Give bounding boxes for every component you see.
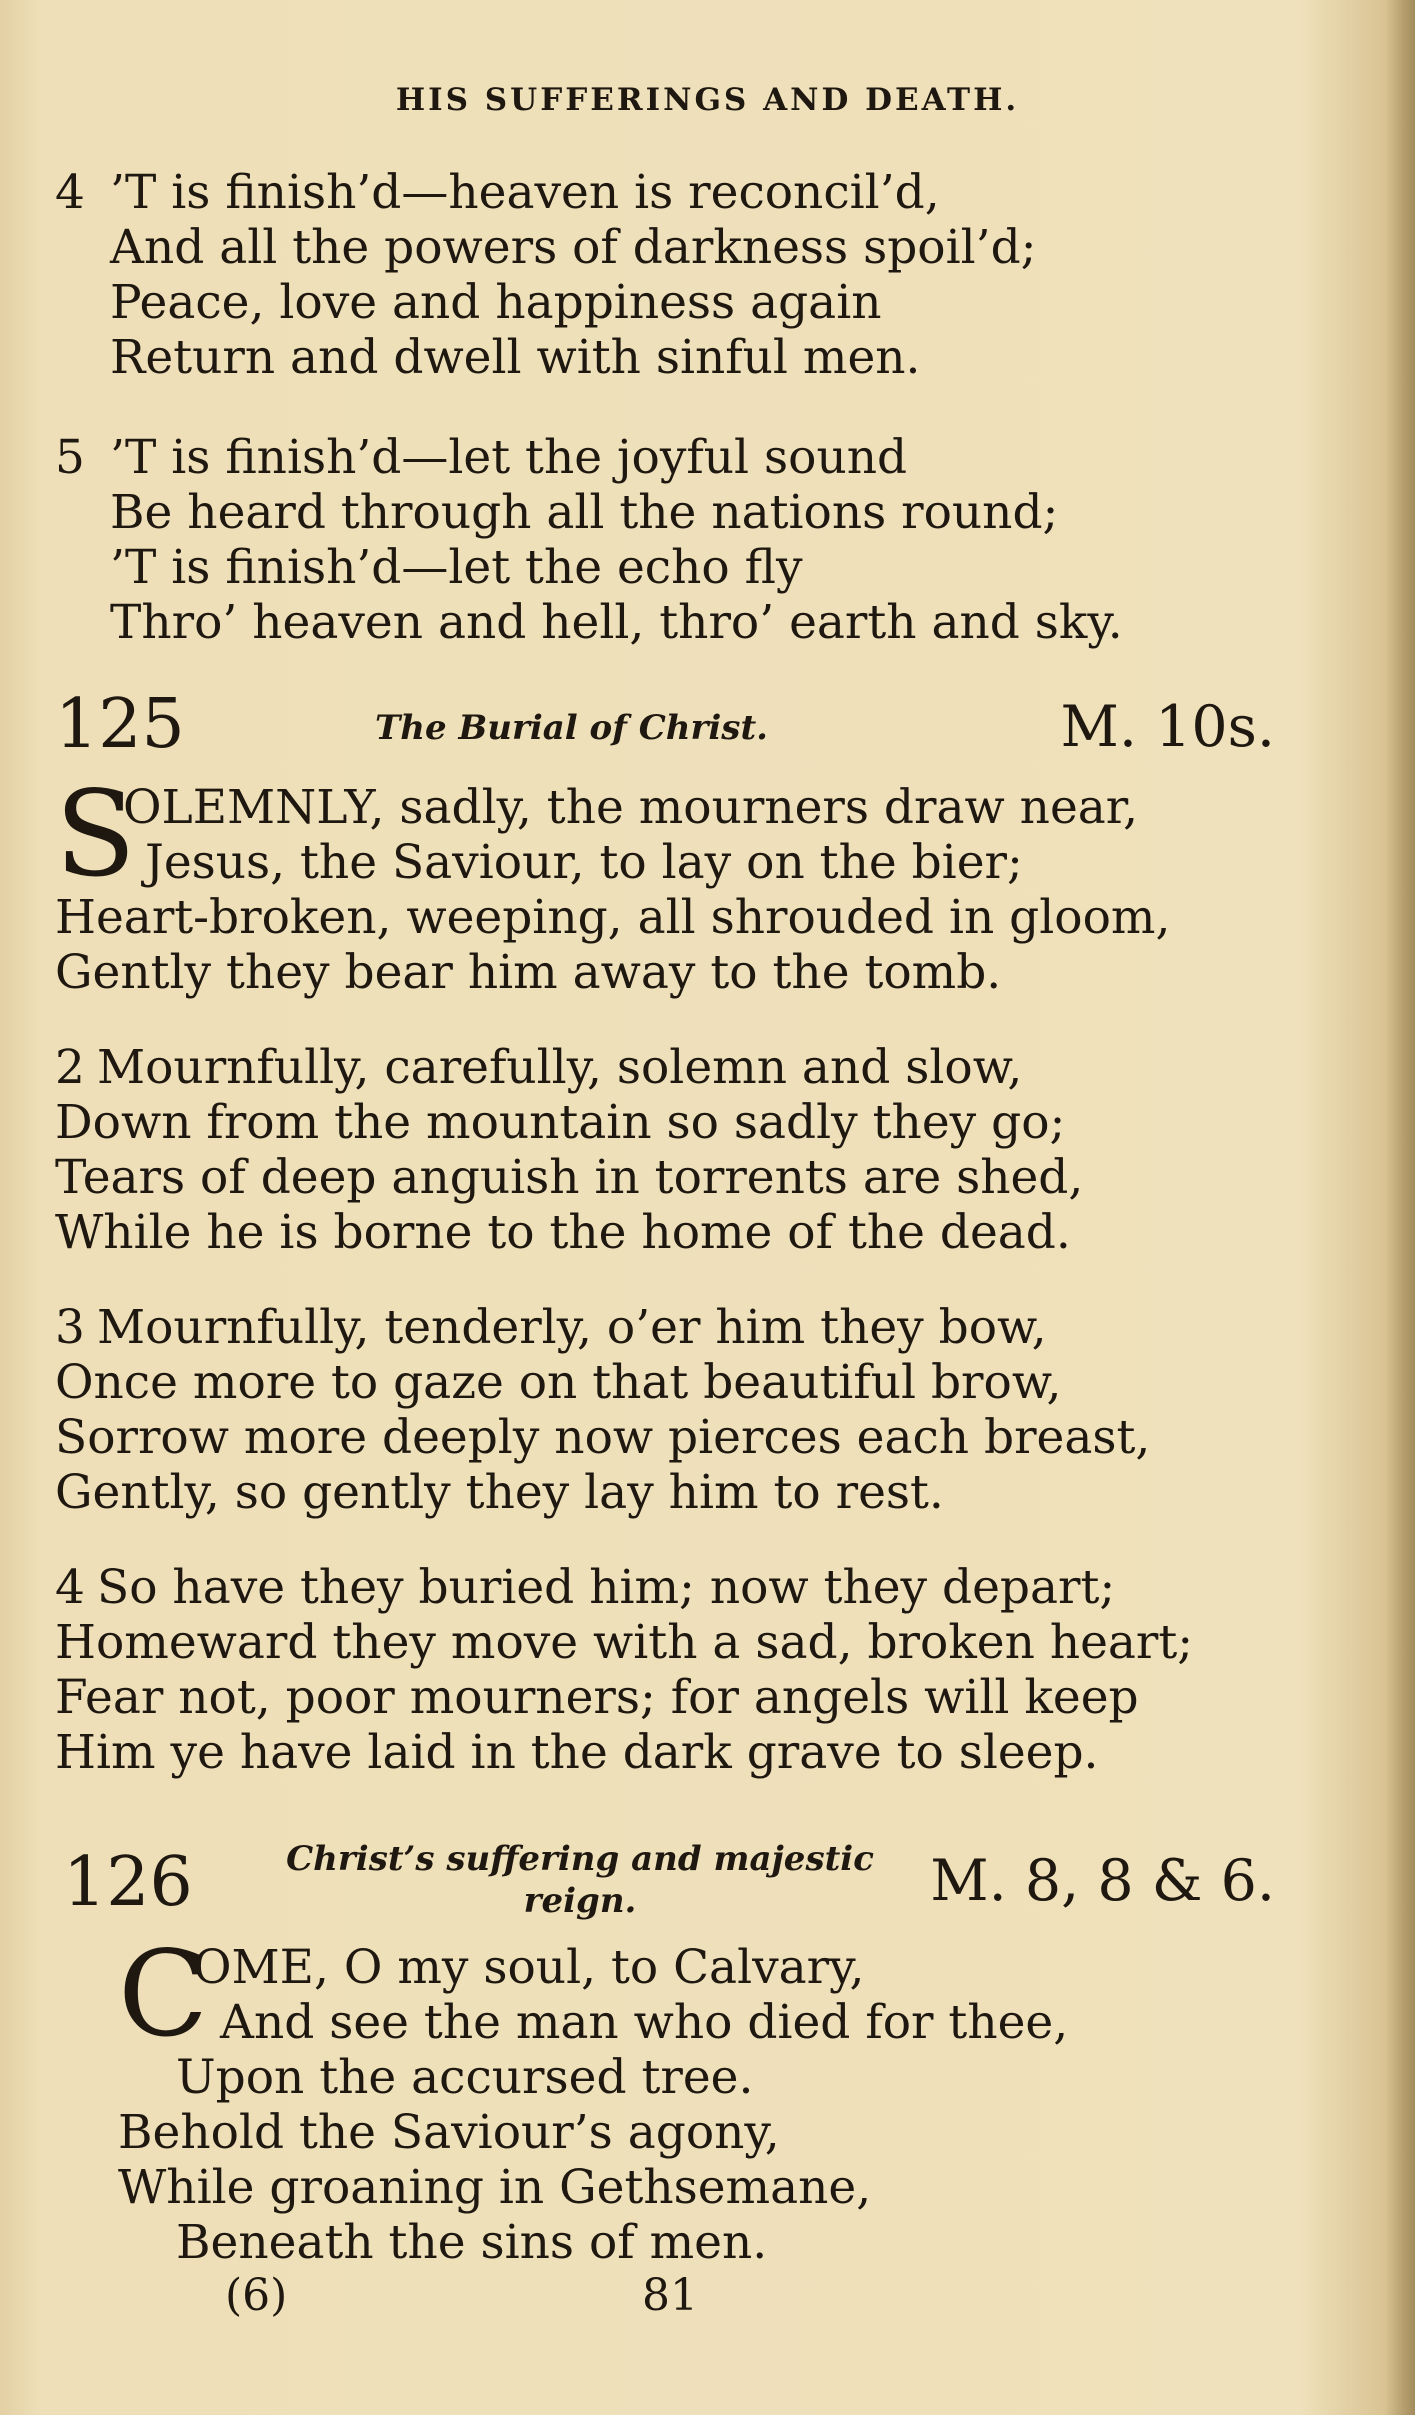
signature-mark: (6): [225, 2270, 288, 2321]
hymn-125-header: [55, 685, 1275, 764]
stanza-number: 3: [55, 1300, 85, 1355]
verse-line: Upon the accursed tree.: [176, 2050, 754, 2105]
carryover-stanza-4: [55, 165, 1335, 385]
hymn-meter: M. 10s.: [1060, 694, 1275, 760]
page-number: 81: [642, 2270, 698, 2321]
running-head: HIS SUFFERINGS AND DEATH.: [395, 82, 1020, 118]
verse-line: Heart-broken, weeping, all shrouded in gloom,: [55, 890, 1171, 945]
verse-line: ’T is finish’d—let the joyful sound: [110, 430, 908, 485]
verse-line: Sorrow more deeply now pierces each breast,: [55, 1410, 1151, 1465]
verse-line: OLEMNLY, sadly, the mourners draw near,: [123, 780, 1139, 835]
verse-line: While he is borne to the home of the dead.: [55, 1205, 1071, 1260]
hymn-126-header: [55, 1838, 1275, 1948]
hymn-126-stanza-1: [118, 1925, 1398, 2270]
verse-line: Jesus, the Saviour, to lay on the bier;: [145, 835, 1023, 890]
verse-line: Gently they bear him away to the tomb.: [55, 945, 1002, 1000]
hymn-125-stanza-2: [55, 1040, 1335, 1260]
stanza-number: 4: [55, 165, 85, 220]
verse-line: Down from the mountain so sadly they go;: [55, 1095, 1066, 1150]
hymn-125-stanza-4: [55, 1560, 1335, 1780]
verse-line: Behold the Saviour’s agony,: [118, 2105, 780, 2160]
hymn-number: 126: [63, 1843, 193, 1922]
hymn-number: 125: [55, 685, 185, 764]
verse-line: ’T is finish’d—let the echo fly: [110, 540, 803, 595]
hymn-125-stanza-1: [55, 765, 1335, 1000]
verse-line: Once more to gaze on that beautiful brow,: [55, 1355, 1062, 1410]
drop-cap: C: [118, 1925, 209, 2063]
verse-line: And see the man who died for thee,: [220, 1995, 1069, 2050]
verse-line: Thro’ heaven and hell, thro’ earth and sky.: [110, 595, 1123, 650]
verse-line: Return and dwell with sinful men.: [110, 330, 921, 385]
verse-line: And all the powers of darkness spoil’d;: [110, 220, 1037, 275]
verse-line: Mournfully, carefully, solemn and slow,: [97, 1040, 1023, 1095]
hymn-title: [220, 1838, 940, 1922]
hymn-title-line: Christ’s suffering and majestic: [286, 1839, 874, 1879]
carryover-stanza-5: [55, 430, 1335, 650]
verse-line: OME, O my soul, to Calvary,: [193, 1940, 865, 1995]
verse-line: While groaning in Gethsemane,: [118, 2160, 872, 2215]
stanza-number: 4: [55, 1560, 85, 1615]
stanza-number: 5: [55, 430, 85, 485]
verse-line: Mournfully, tenderly, o’er him they bow,: [97, 1300, 1047, 1355]
hymn-125-stanza-3: [55, 1300, 1335, 1520]
verse-line: Be heard through all the nations round;: [110, 485, 1059, 540]
verse-line: Gently, so gently they lay him to rest.: [55, 1465, 944, 1520]
verse-line: Tears of deep anguish in torrents are shed,: [55, 1150, 1084, 1205]
verse-line: Him ye have laid in the dark grave to sleep.: [55, 1725, 1099, 1780]
verse-line: So have they buried him; now they depart;: [97, 1560, 1116, 1615]
verse-line: ’T is finish’d—heaven is reconcil’d,: [110, 165, 940, 220]
verse-line: Peace, love and happiness again: [110, 275, 882, 330]
hymn-meter: M. 8, 8 & 6.: [930, 1848, 1275, 1914]
verse-line: Homeward they move with a sad, broken heart;: [55, 1615, 1194, 1670]
drop-cap: S: [55, 765, 136, 903]
verse-line: Fear not, poor mourners; for angels will keep: [55, 1670, 1139, 1725]
stanza-number: 2: [55, 1040, 85, 1095]
verse-line: Beneath the sins of men.: [176, 2215, 768, 2270]
hymn-title: The Burial of Christ.: [375, 708, 768, 748]
hymn-title-line: reign.: [523, 1881, 637, 1921]
